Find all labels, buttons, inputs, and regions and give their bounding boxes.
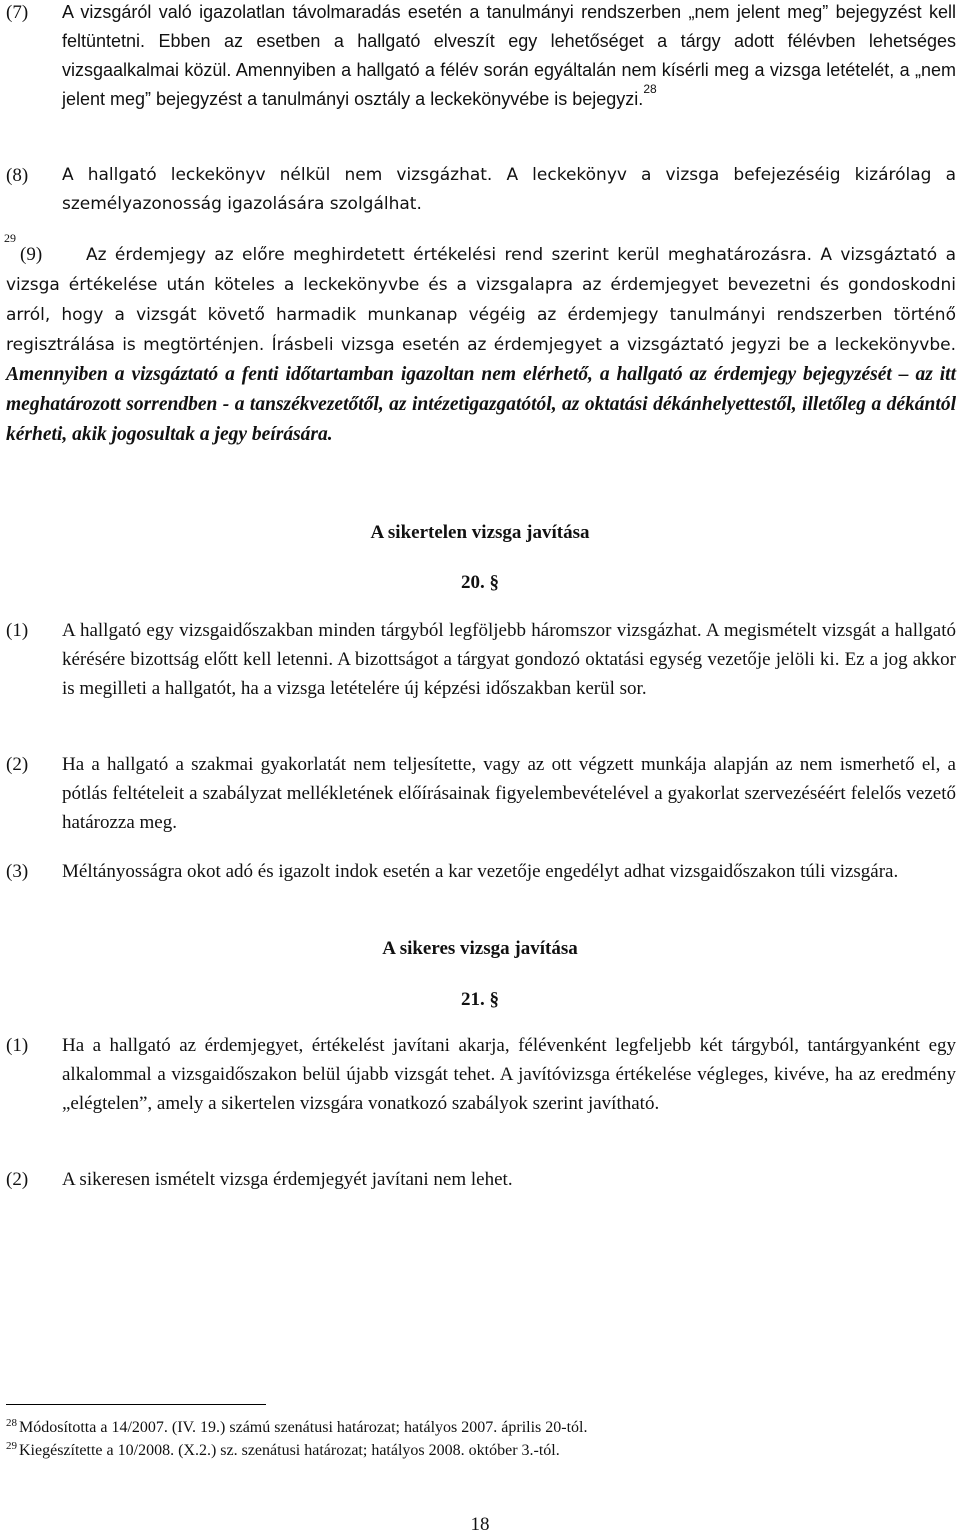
paragraph-number: (3) [6, 861, 29, 882]
paragraph-number: (1) [6, 1035, 29, 1056]
footnote-mark: 29 [6, 1440, 17, 1452]
paragraph-7 [6, 0, 956, 114]
section20-item-2 [6, 750, 956, 837]
footnote-29 [6, 1441, 560, 1461]
footnote-text: Módosította a 14/2007. (IV. 19.) számú szenátusi határozat; hatályos 2007. április 20-tól. [19, 1419, 588, 1436]
section21-item-2 [6, 1165, 956, 1194]
footnote-mark: 28 [6, 1417, 17, 1429]
paragraph-body: Az érdemjegy az előre meghirdetett értékelési rend szerint kerül meghatározásra. A vizsgáztató a vizsga értékelése után köteles a leckekönyvbe és a vizsgalapra az érdemjegyet bevezetni és gondoskodni arról, hogy a vizsgát követő harmadik munkanap végéig az érdemjegy tanulmányi rendszerben történő regisztrálása is megtörténjen. Írásbeli vizsga esetén az érdemjegyet a vizsgáztató jegyzi be a leckekönyvbe. [6, 245, 956, 355]
footnote-divider [6, 1404, 266, 1405]
paragraph-number: (7) [6, 2, 29, 23]
section-number-21: 21. § [461, 989, 499, 1010]
paragraph-body: A vizsgáról való igazolatlan távolmaradás esetén a tanulmányi rendszerben „nem jelent meg” bejegyzést kell feltüntetni. Ebben az esetben a hallgató elveszít egy lehetőséget a tárgy adott félévben lehetséges vizsgaalkalmai közül. Amennyiben a hallgató a félév során egyáltalán nem kísérli meg a vizsga letételét, a „nem jelent meg” bejegyzést a tanulmányi osztály a leckekönyvébe is bejegyzi. [62, 2, 956, 109]
paragraph-number-label: (9) [20, 244, 43, 265]
section-heading-20: A sikertelen vizsga javítása [370, 522, 590, 543]
footnote-text: Kiegészítette a 10/2008. (X.2.) sz. szenátusi határozat; hatályos 2008. október 3.-tól. [19, 1442, 560, 1459]
paragraph-number [4, 231, 43, 269]
section-heading-21: A sikeres vizsga javítása [382, 938, 578, 959]
paragraph-8 [6, 161, 956, 219]
footnote-ref-28[interactable]: 28 [643, 82, 657, 96]
paragraph-text: A hallgató egy vizsgaidőszakban minden tárgyból legföljebb háromszor vizsgázhat. A megismételt vizsgát a hallgató kérésére bizottság előtt kell letenni. A bizottságot a tárgyat gondozó oktatási egység vezetője jelöli ki. Ez a jog akkor is megilleti a hallgatót, ha a vizsga letételére új képzési időszakban kerül sor. [62, 620, 956, 699]
section21-item-1 [6, 1031, 956, 1118]
section20-item-3 [6, 857, 956, 886]
paragraph-text: Ha a hallgató az érdemjegyet, értékelést javítani akarja, félévenként legfeljebb két tárgyból, tantárgyanként egy alkalommal a vizsgaidőszakon belül újabb vizsgát tehet. A javítóvizsga értékelése végleges, kivéve, ha az eredmény „elégtelen”, amely a sikertelen vizsgára vonatkozó szabályok szerint javítható. [62, 1035, 956, 1114]
footnote-ref-29[interactable]: 29 [4, 231, 16, 245]
footnote-28 [6, 1418, 587, 1438]
paragraph-text: A hallgató leckekönyv nélkül nem vizsgázhat. A leckekönyv a vizsga befejezéséig kizárólag a személyazonosság igazolására szolgálhat. [62, 165, 956, 214]
paragraph-text: Ha a hallgató a szakmai gyakorlatát nem teljesítette, vagy az ott végzett munkája alapján az nem ismerhető el, a pótlás feltételeit a szabályzat mellékletének előírásainak figyelembevételével a gyakorlat szervezéséért felelős vezető határozza meg. [62, 754, 956, 833]
paragraph-9 [4, 231, 956, 450]
paragraph-number: (2) [6, 754, 29, 775]
paragraph-text [6, 240, 956, 450]
section20-item-1 [6, 616, 956, 703]
paragraph-text: Méltányosságra okot adó és igazolt indok esetén a kar vezetője engedélyt adhat vizsgaidőszakon túli vizsgára. [62, 861, 899, 882]
paragraph-number: (8) [6, 165, 29, 186]
paragraph-number: (1) [6, 620, 29, 641]
paragraph-text: A sikeresen ismételt vizsga érdemjegyét javítani nem lehet. [62, 1169, 513, 1190]
section-number-20: 20. § [461, 572, 499, 593]
paragraph-emphasis: Amennyiben a vizsgáztató a fenti időtartamban igazoltan nem elérhető, a hallgató az érdemjegy bejegyzését – az itt meghatározott sorrendben - a tanszékvezetőtől, az intézetigazgatótól, az oktatási dékánhelyettestől, illetőleg a dékántól kérheti, akik jogosultak a jegy beírására. [6, 364, 956, 445]
paragraph-text [62, 0, 956, 114]
page-number: 18 [470, 1514, 490, 1535]
paragraph-number: (2) [6, 1169, 29, 1190]
